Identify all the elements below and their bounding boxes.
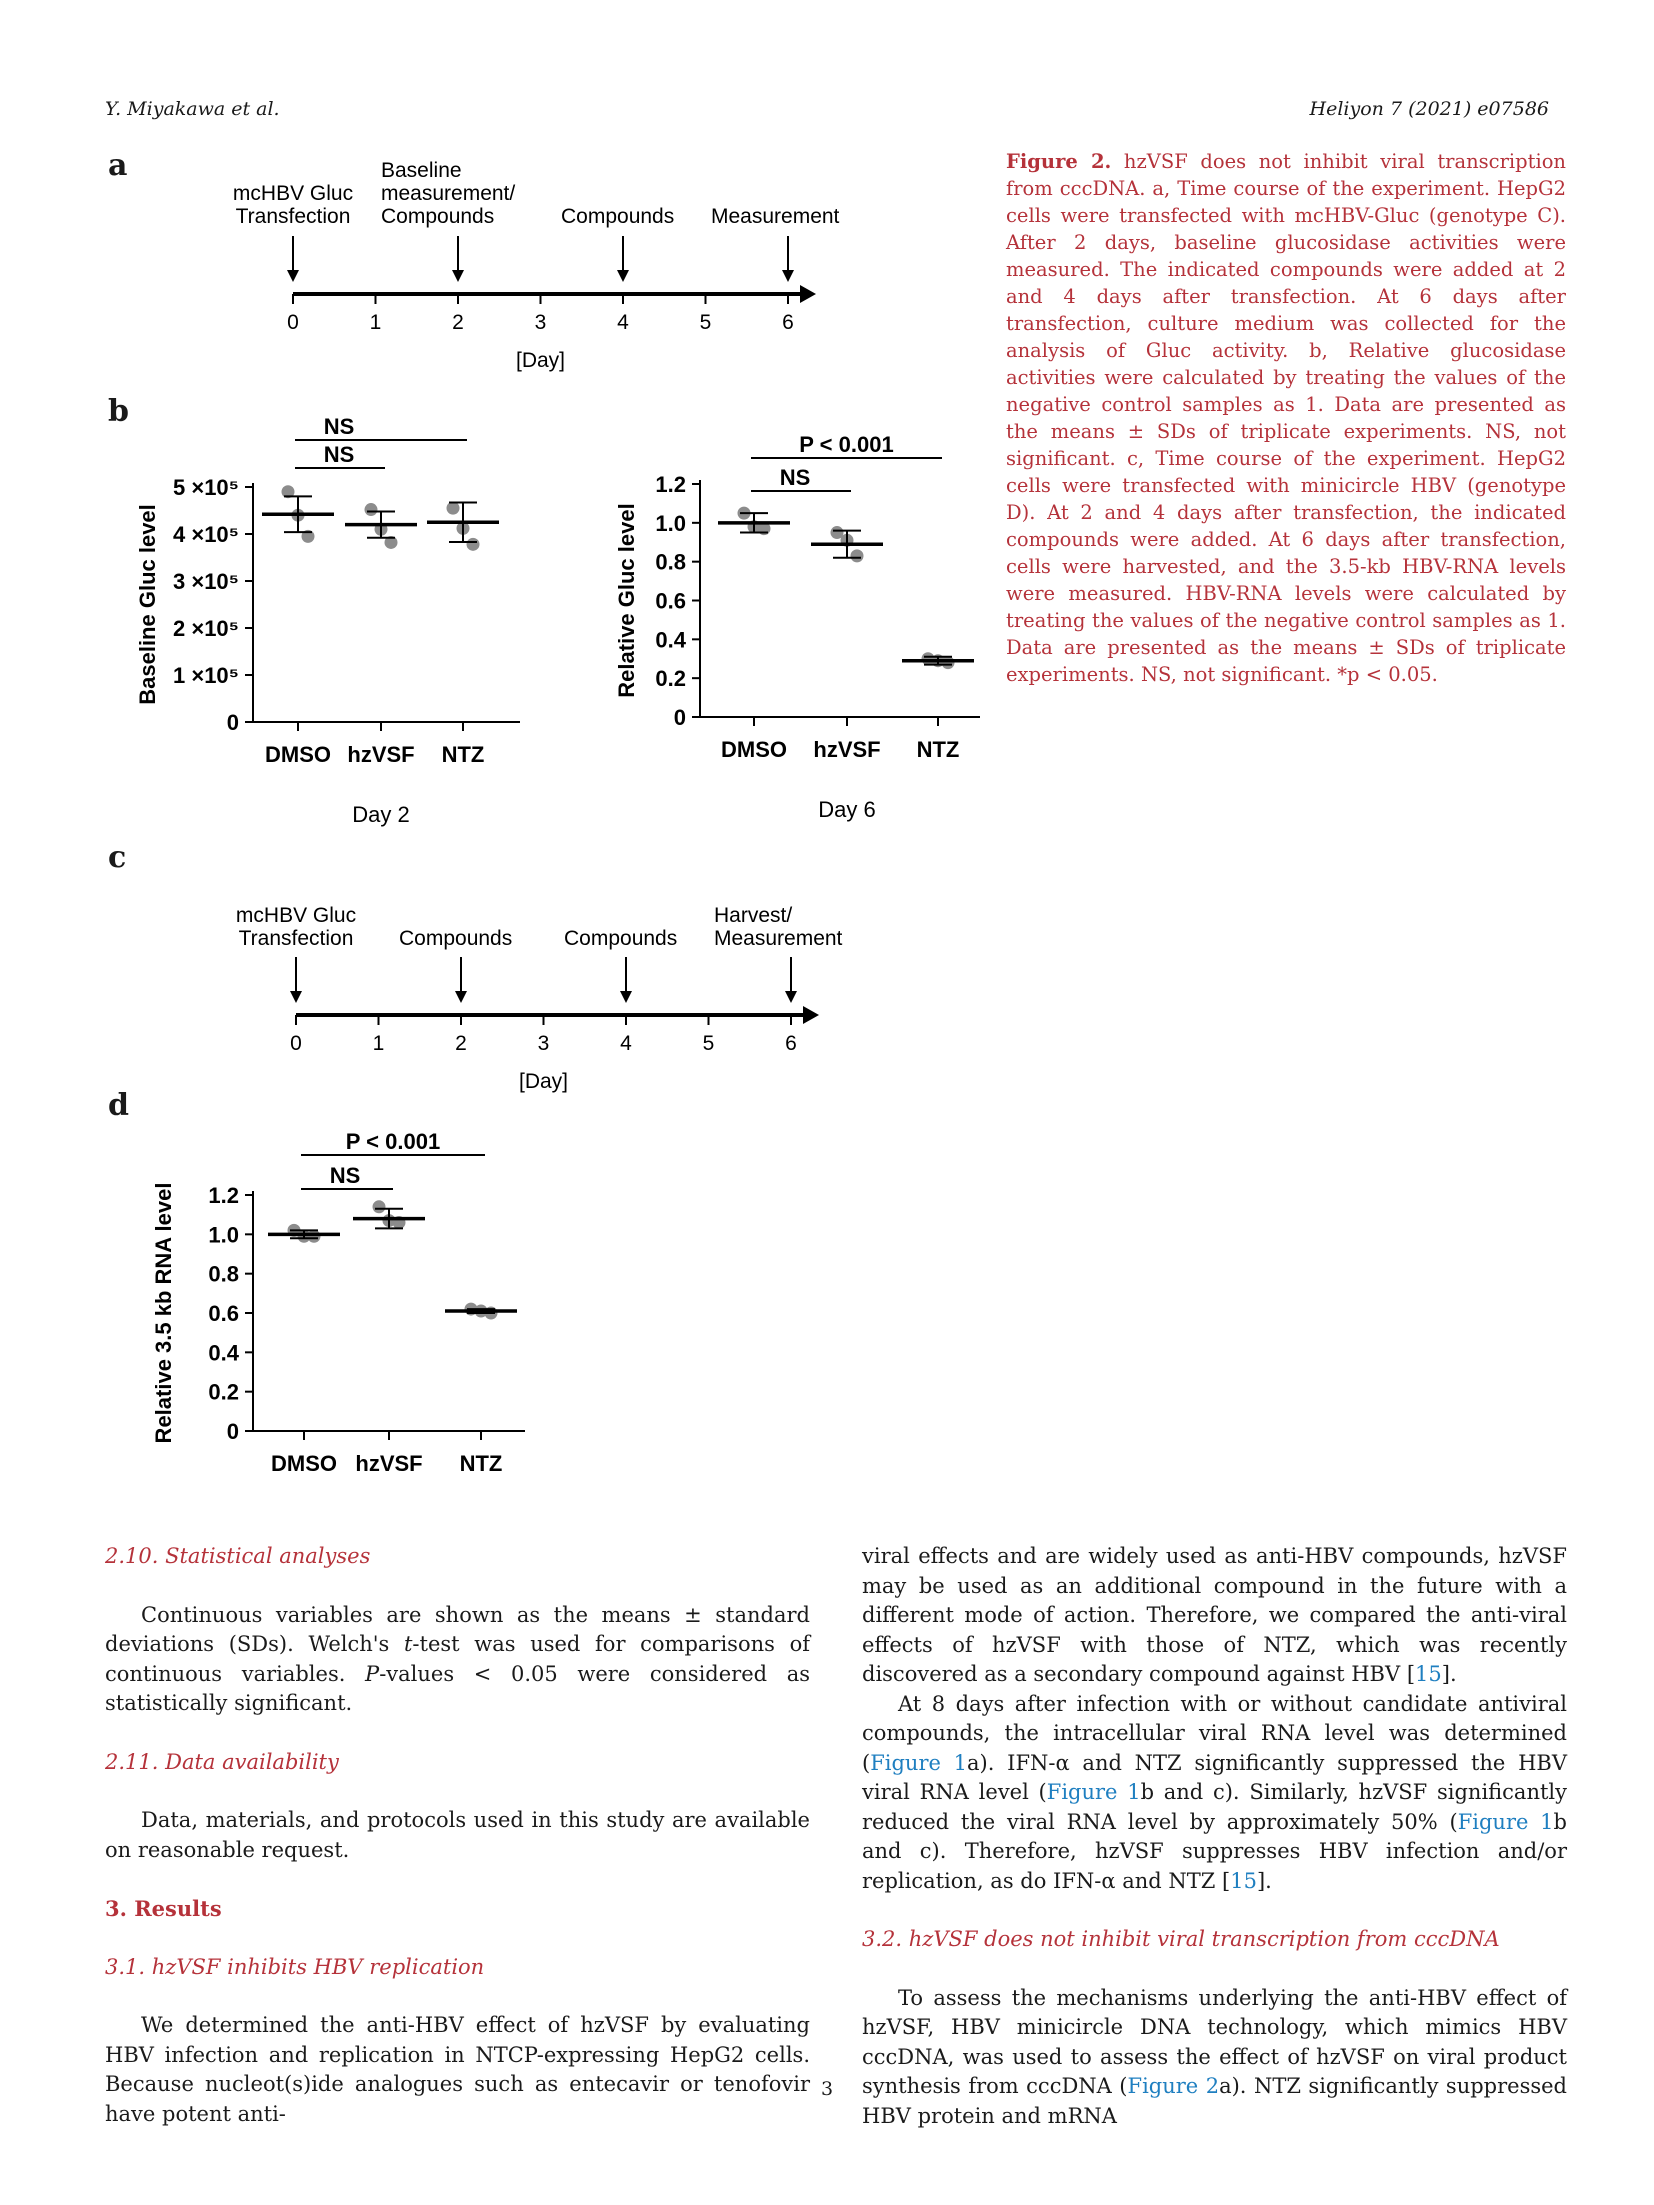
timeline-a-event-arrow-head [617,270,629,282]
section-2-10-title: 2.10. Statistical analyses [105,1544,371,1568]
section-3-1-paragraph: We determined the anti-HBV effect of hzVSF by evaluating HBV infection and replication in NTCP-expressing HepG2 cells. Because nucleot(s)ide analogues such as entecavir or tenofovir have potent anti- [105,2013,810,2126]
panel-label-c: c [108,840,127,875]
timeline-c-tick-label: 2 [455,1032,467,1055]
timeline-c-tick-label: 3 [537,1032,550,1055]
chart-b-right-y-tick-label: 0.4 [655,627,686,653]
timeline-c-event-label: mcHBV Gluc [235,904,357,927]
section-3-title: 3. Results [105,1896,222,1921]
chart-b-right-y-tick-label: 0 [673,705,686,730]
chart-b-right-x-axis-label: Day 6 [818,797,876,822]
figure-link[interactable]: Figure 2 [1127,2074,1220,2098]
running-header-authors: Y. Miyakawa et al. [105,98,280,120]
timeline-a-event-arrow-head [782,270,794,282]
timeline-a-tick-label: 5 [699,311,712,334]
chart-b-left-data-point [365,503,378,516]
timeline-c-event-label: Compounds [399,927,513,950]
page-number: 3 [820,2078,834,2100]
figure-link[interactable]: Figure 1 [870,1750,968,1775]
timeline-c-axis-arrowhead [803,1006,819,1024]
chart-d-y-axis-label: Relative 3.5 kb RNA level [151,1182,176,1444]
chart-d-category-label: DMSO [271,1451,337,1476]
chart-b-right-significance-label: P < 0.001 [799,432,894,457]
timeline-c-tick-label: 0 [290,1032,302,1055]
chart-b-left-y-tick-label: 2 ×10⁵ [173,616,239,641]
chart-d-significance-label: P < 0.001 [345,1129,441,1154]
timeline-c-event-arrow-head [620,991,632,1003]
chart-b-left-y-tick-label: 0 [226,710,239,735]
chart-d-y-tick-label: 0 [226,1419,239,1444]
chart-b-right-y-tick-label: 1.2 [655,472,686,497]
section-2-10-paragraph: Continuous variables are shown as the means ± standard deviations (SDs). Welch's t-test was used for comparisons of continuous variables. P-values < 0.05 were considered as statistically significant. [105,1602,810,1715]
timeline-a-tick-label: 2 [452,311,464,334]
chart-b-left-category-label: DMSO [265,742,331,767]
chart-d-category-label: NTZ [459,1451,503,1476]
timeline-a-event-label: Compounds [561,205,675,228]
section-2-11-paragraph: Data, materials, and protocols used in this study are available on reasonable request. [105,1808,810,1862]
section-3-1-title: 3.1. hzVSF inhibits HBV replication [105,1954,485,1979]
timeline-a-event-label: Baseline [381,159,462,182]
chart-b-left-y-tick-label: 1 ×10⁵ [173,663,239,688]
panel-label-a: a [108,148,128,183]
timeline-c-event-label: Compounds [564,927,678,950]
timeline-c-event-arrow-head [785,991,797,1003]
chart-d-y-tick-label: 1.0 [208,1222,239,1248]
chart-b-left-category-label: hzVSF [347,742,415,767]
timeline-c-event-label: Harvest/ [714,904,793,927]
timeline-a-tick-label: 4 [617,311,629,334]
timeline-a-event-arrow-head [287,270,299,282]
timeline-a-event-arrow-head [452,270,464,282]
chart-d-y-tick-label: 0.6 [208,1301,239,1326]
timeline-c-event-arrow-head [455,991,467,1003]
timeline-a-event-label: mcHBV Gluc [232,182,354,205]
reference-link[interactable]: 15 [1230,1868,1257,1893]
chart-b-right-y-tick-label: 0.8 [655,549,686,575]
chart-d-data-point [373,1200,386,1213]
timeline-c-xlabel: [Day] [518,1070,569,1093]
timeline-c-event-label: Measurement [714,927,843,950]
chart-d-y-tick-label: 0.2 [208,1379,239,1405]
chart-b-right-y-tick-label: 1.0 [655,510,686,536]
running-header-journal: Heliyon 7 (2021) e07586 [1309,98,1549,120]
figure-caption [1006,148,1566,688]
timeline-a-event-label: measurement/ [381,182,516,205]
chart-b-left-y-tick-label: 3 ×10⁵ [173,569,239,594]
timeline-c-event-arrow-head [290,991,302,1003]
chart-b-left-x-axis-label: Day 2 [352,802,410,827]
chart-d-y-tick-label: 0.8 [208,1261,239,1287]
timeline-c-tick-label: 6 [785,1032,797,1055]
section-2-11-title: 2.11. Data availability [105,1749,339,1774]
caption-text: hzVSF does not inhibit viral transcription from cccDNA. a, Time course of the experiment. HepG2 cells were transfected with mcHBV-Gluc (genotype C). After 2 days, baseline glucosidase activities were measured. The indicated compounds were added at 2 and 4 days after transfection. At 6 days after transfection, culture medium was collected for the analysis of Gluc activity. b, Relative glucosidase activities were calculated by treating the values of the negative control samples as 1. Data are presented as the means ± SDs of triplicate experiments. NS, not significant. c, Time course of the experiment. HepG2 cells were transfected with minicircle HBV (genotype D). At 2 and 4 days after transfection, the indicated compounds were added. At 6 days after transfection, cells were harvested, and the 3.5-kb HBV-RNA levels were measured. HBV-RNA levels were calculated by treating the values of the negative control samples as 1. Data are presented as the means ± SDs of triplicate experiments. NS, not significant. *p < 0.05. [1006,150,1566,686]
panel-label-b: b [108,394,129,429]
timeline-a-xlabel: [Day] [515,349,566,372]
chart-b-right-y-tick-label: 0.6 [655,588,686,614]
chart-b-left-data-point [447,502,460,515]
chart-b-right-y-axis-label: Relative Gluc level [614,503,639,698]
timeline-c-tick-label: 4 [620,1032,632,1055]
timeline-a-event-label: Compounds [381,205,495,228]
chart-b-left-y-axis-label: Baseline Gluc level [135,504,160,705]
timeline-a-tick-label: 3 [534,311,547,334]
chart-d-category-label: hzVSF [355,1451,423,1476]
chart-b-right-y-tick-label: 0.2 [655,666,686,692]
chart-b-right-category-label: DMSO [721,737,787,762]
figure-link[interactable]: Figure 1 [1457,1809,1554,1834]
timeline-a-event-label: Measurement [711,205,840,228]
chart-b-left-significance-label: NS [323,442,355,467]
right-column [862,1542,1567,2131]
timeline-c-event-label: Transfection [238,927,354,950]
section-3-2-title: 3.2. hzVSF does not inhibit viral transcription from cccDNA [862,1927,1500,1951]
chart-d-significance-label: NS [329,1163,361,1188]
chart-b-left-y-tick-label: 5 ×10⁵ [173,475,239,500]
figure-2-graphics [0,0,1000,1500]
chart-d-data-point [308,1230,321,1243]
chart-b-left-category-label: NTZ [441,742,485,767]
timeline-a-tick-label: 6 [782,311,794,334]
results-paragraph-2: At 8 days after infection with or without candidate antiviral compounds, the intracellular viral RNA level was determined (Figure 1a). IFN-α and NTZ significantly suppressed the HBV viral RNA level (Figure 1b and c). Similarly, hzVSF significantly reduced the viral RNA level by approximately 50% (Figure 1b and c). Therefore, hzVSF suppresses HBV infection and/or replication, as do IFN-α and NTZ [15]. [862,1691,1567,1893]
figure-link[interactable]: Figure 1 [1046,1780,1141,1804]
section-3-2-paragraph: To assess the mechanisms underlying the anti-HBV effect of hzVSF, HBV minicircle DNA technology, which mimics HBV cccDNA, was used to assess the effect of hzVSF on viral product synthesis from cccDNA (Figure 2a). NTZ significantly suppressed HBV protein and mRNA [862,1985,1567,2128]
chart-b-right-data-point [851,549,864,562]
timeline-a-tick-label: 0 [287,311,299,334]
chart-b-left-significance-label: NS [323,414,355,439]
chart-b-left-data-point [467,538,480,551]
timeline-c-tick-label: 5 [702,1032,715,1055]
panel-label-d: d [108,1088,129,1123]
timeline-a-event-label: Transfection [235,205,351,228]
caption-label: Figure 2. [1006,150,1112,173]
chart-b-left-y-tick-label: 4 ×10⁵ [173,522,239,547]
timeline-a-tick-label: 1 [369,311,382,334]
chart-d-y-tick-label: 1.2 [208,1183,239,1208]
chart-d-y-tick-label: 0.4 [208,1340,239,1366]
chart-b-right-significance-label: NS [779,465,811,490]
reference-link[interactable]: 15 [1415,1662,1442,1686]
chart-b-right-category-label: NTZ [916,737,960,762]
results-paragraph-1: viral effects and are widely used as anti-HBV compounds, hzVSF may be used as an additional compound in the future with a different mode of action. Therefore, we compared the anti-viral effects of hzVSF with those of NTZ, which was recently discovered as a secondary compound against HBV [15]. [862,1544,1567,1686]
timeline-c-tick-label: 1 [372,1032,385,1055]
chart-b-right-data-point [942,656,955,669]
left-column [105,1542,810,2129]
timeline-a-axis-arrowhead [800,285,816,303]
chart-b-right-category-label: hzVSF [813,737,881,762]
